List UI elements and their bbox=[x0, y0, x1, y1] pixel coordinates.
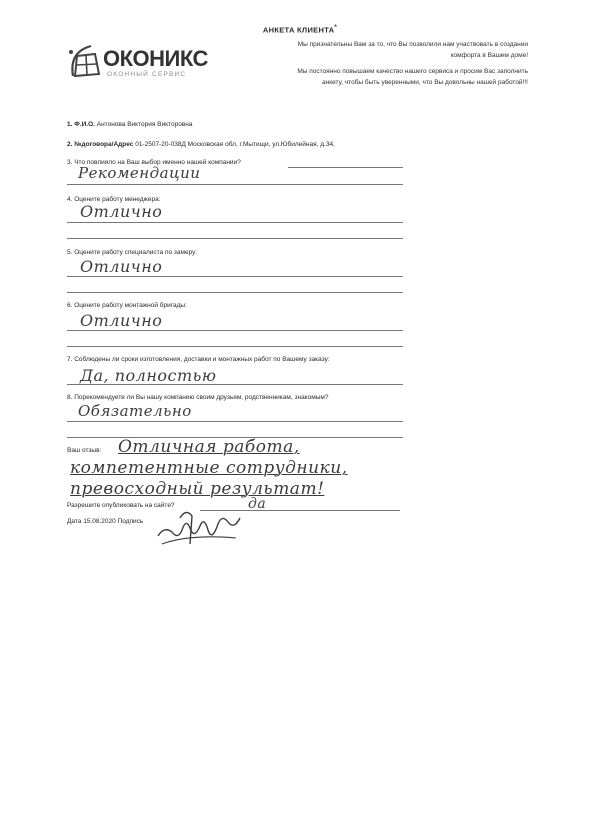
q8-label: 8. Порекомендуете ли Вы нашу компанию своим друзьям, родственникам, знакомым? bbox=[67, 394, 329, 401]
company-logo bbox=[65, 40, 235, 82]
q7-label: 7. Соблюдены ли сроки изготовления, доставки и монтажных работ по Вашему заказу: bbox=[67, 356, 330, 363]
q6-label: 6. Оцените работу монтажной бригады: bbox=[67, 302, 187, 309]
q5-answer: Отлично bbox=[80, 257, 163, 276]
review-label: Ваш отзыв: bbox=[67, 447, 102, 454]
q5-line-2 bbox=[67, 292, 403, 293]
q8-line-1 bbox=[67, 421, 403, 422]
q8-answer: Обязательно bbox=[78, 402, 192, 420]
q7-line-1 bbox=[67, 384, 403, 385]
q3-line-2 bbox=[67, 184, 403, 185]
window-logo-icon bbox=[65, 42, 105, 80]
intro-paragraph-1: Мы признательны Вам за то, что Вы позволили нам участвовать в создании комфорта в Вашем доме! bbox=[297, 41, 528, 59]
publish-answer: да bbox=[248, 496, 267, 512]
date-row bbox=[67, 518, 143, 525]
q5-line-1 bbox=[67, 276, 403, 277]
date-value: 15.08.2020 bbox=[83, 518, 116, 525]
q4-answer: Отлично bbox=[80, 202, 163, 221]
q3-label: 3. Что повлияло на Ваш выбор именно нашей компании? bbox=[67, 159, 241, 166]
q2-number: 2. bbox=[67, 141, 73, 148]
q1-row bbox=[67, 121, 192, 128]
form-title bbox=[0, 24, 600, 35]
q2-row bbox=[67, 141, 335, 148]
form-title-mark: * bbox=[334, 24, 338, 31]
q2-label: №договора/Адрес bbox=[74, 141, 134, 148]
q1-label: Ф.И.О. bbox=[74, 121, 95, 128]
signature-label: Подпись bbox=[117, 518, 144, 525]
q3-line-1 bbox=[288, 167, 403, 168]
q1-number: 1. bbox=[67, 121, 73, 128]
q3-answer: Рекомендации bbox=[78, 164, 201, 182]
review-line-2: компетентные сотрудники, bbox=[70, 458, 348, 478]
q5-label: 5. Оцените работу специалиста по замеру: bbox=[67, 249, 198, 256]
publish-label: Разрешите опубликовать на сайте? bbox=[67, 502, 175, 509]
q2-value: 01-2507-20-038Д Московская обл, г.Мытищи, ул.Юбилейная, д.34, bbox=[135, 141, 335, 148]
q6-line-1 bbox=[67, 330, 403, 331]
date-label: Дата bbox=[67, 518, 82, 525]
q6-answer: Отлично bbox=[80, 311, 163, 330]
form-title-text: АНКЕТА КЛИЕНТА bbox=[262, 25, 335, 35]
q6-line-2 bbox=[67, 346, 403, 347]
logo-word: ОКОНИКС bbox=[103, 46, 208, 71]
signature-image bbox=[150, 504, 250, 554]
q4-line-1 bbox=[67, 222, 403, 223]
logo-subtitle: ОКОННЫЙ СЕРВИС bbox=[107, 71, 187, 78]
review-line-1: Отличная работа, bbox=[118, 437, 300, 457]
review-line-3: превосходный результат! bbox=[70, 479, 325, 499]
intro-paragraph-2: Мы постоянно повышаем качество нашего сервиса и просим Вас заполнить анкету, чтобы быть уверенными, что Вы довольны нашей работой!!! bbox=[297, 68, 528, 86]
q4-label: 4. Оцените работу менеджера: bbox=[67, 196, 161, 203]
q7-answer: Да, полностью bbox=[80, 366, 217, 385]
q1-value: Антонова Виктория Викторовна bbox=[96, 121, 193, 128]
q4-line-2 bbox=[67, 238, 403, 239]
